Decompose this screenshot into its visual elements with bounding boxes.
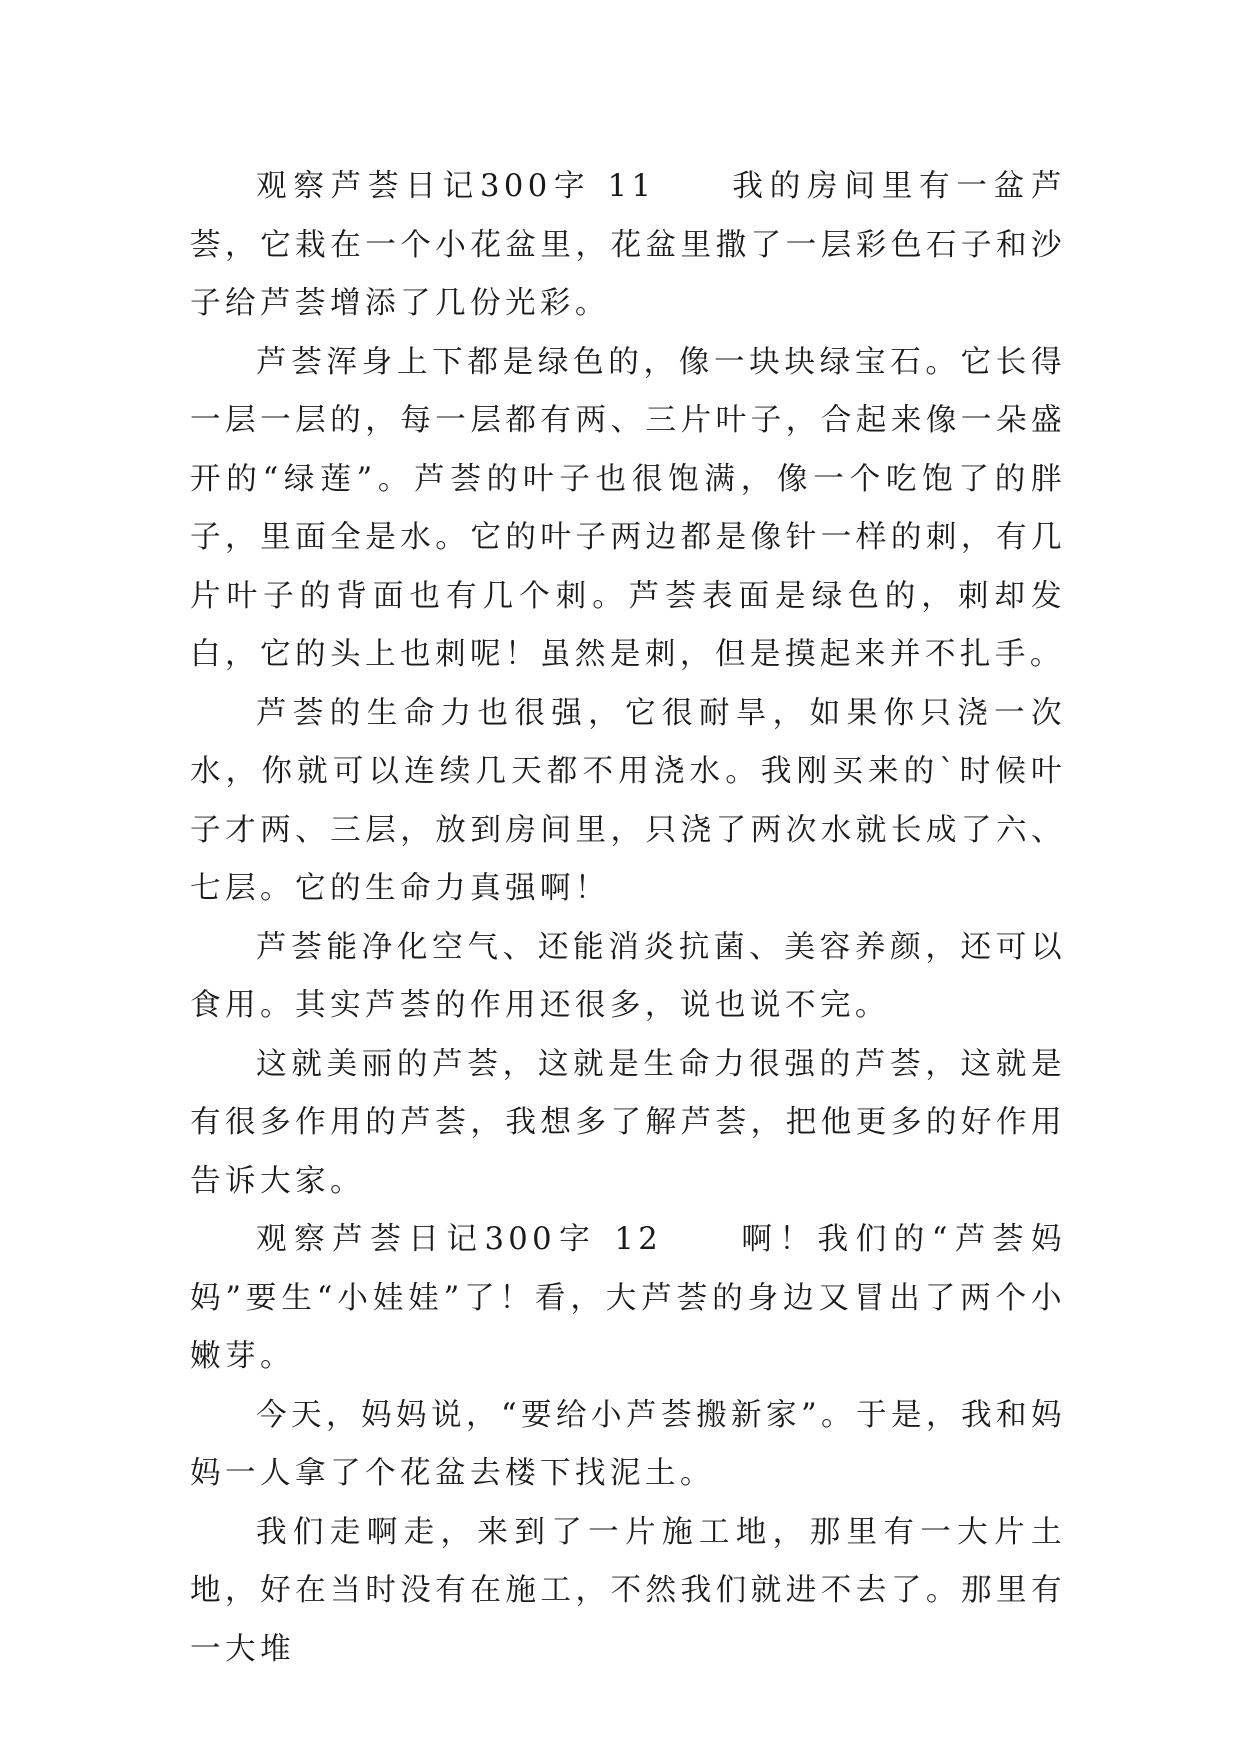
paragraph-3: 芦荟的生命力也很强，它很耐旱，如果你只浇一次水，你就可以连续几天都不用浇水。我刚买来的`时候叶子才两、三层，放到房间里，只浇了两次水就长成了六、七层。它的生命力真强啊！	[190, 695, 1066, 906]
paragraph-5: 这就美丽的芦荟，这就是生命力很强的芦荟，这就是有很多作用的芦荟，我想多了解芦荟，把他更多的好作用告诉大家。	[190, 1046, 1066, 1199]
paragraph-6: 观察芦荟日记300字 12 啊！我们的“芦荟妈妈”要生“小娃娃”了！看，大芦荟的身边又冒出了两个小嫩芽。	[190, 1222, 1066, 1374]
paragraph-4: 芦荟能净化空气、还能消炎抗菌、美容养颜，还可以食用。其实芦荟的作用还很多，说也说不完。	[190, 929, 1066, 1023]
paragraph-1: 观察芦荟日记300字 11 我的房间里有一盆芦荟，它栽在一个小花盆里，花盆里撒了一层彩色石子和沙子给芦荟增添了几份光彩。	[190, 169, 1066, 321]
paragraph-7: 今天，妈妈说，“要给小芦荟搬新家”。于是，我和妈妈一人拿了个花盆去楼下找泥土。	[190, 1397, 1066, 1491]
paragraph-8: 我们走啊走，来到了一片施工地，那里有一大片土地，好在当时没有在施工，不然我们就进不去了。那里有一大堆	[190, 1514, 1066, 1667]
paragraph-2: 芦荟浑身上下都是绿色的，像一块块绿宝石。它长得一层一层的，每一层都有两、三片叶子，合起来像一朵盛开的“绿莲”。芦荟的叶子也很饱满，像一个吃饱了的胖子，里面全是水。它的叶子两边都是像针一样的刺，有几片叶子的背面也有几个刺。芦荟表面是绿色的，刺却发白，它的头上也刺呢！虽然是刺，但是摸起来并不扎手。	[190, 344, 1066, 672]
document-body	[190, 158, 1066, 1679]
